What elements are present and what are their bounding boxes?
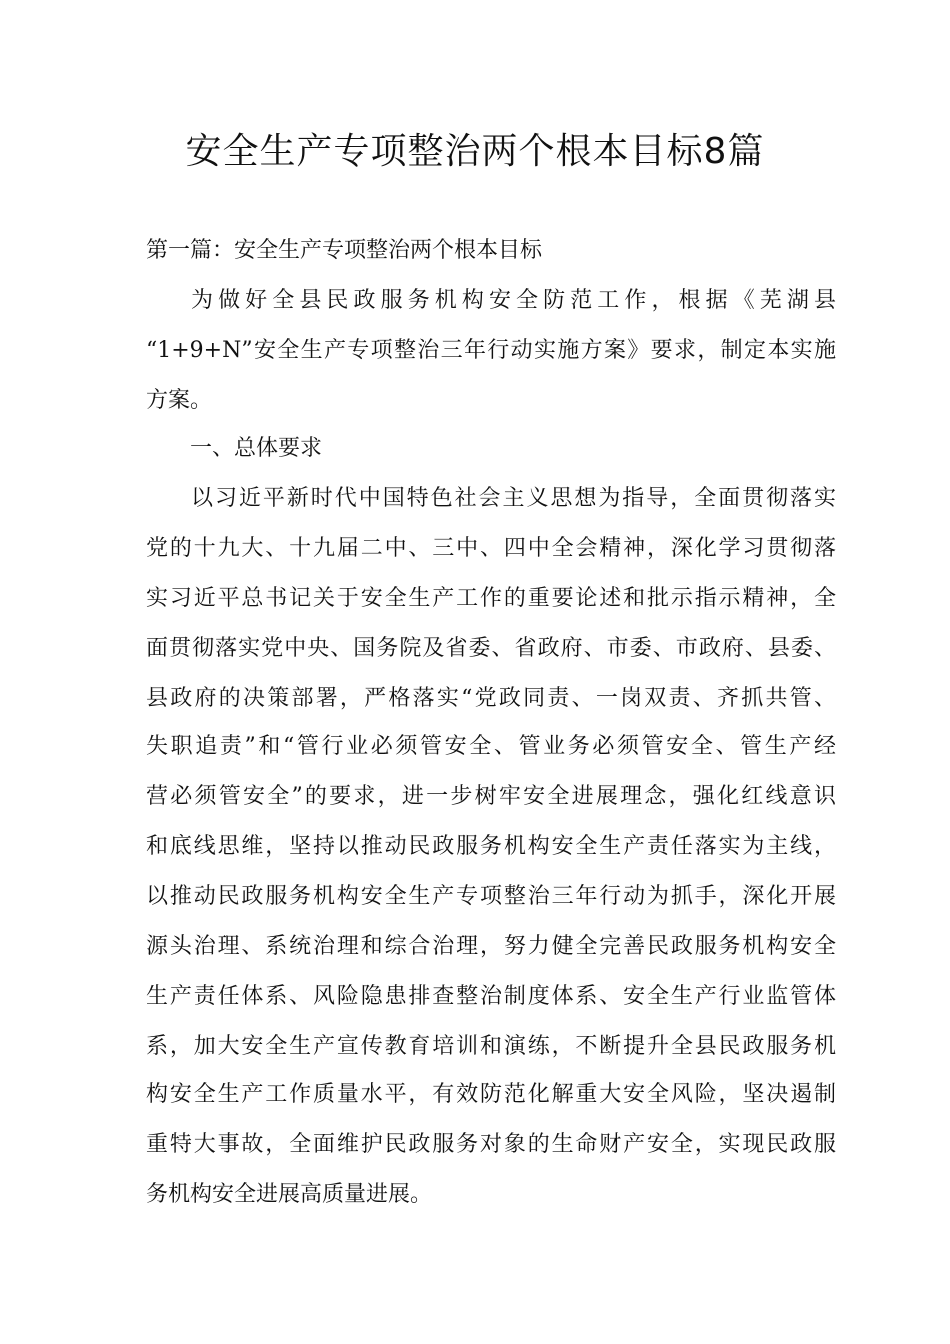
intro-line-1: 为做好全县民政服务机构安全防范工作，根据《芜湖县 — [191, 288, 836, 313]
body-line-4: 面贯彻落实党中央、国务院及省委、省政府、市委、市政府、县委、 — [146, 636, 836, 661]
body-line-14: 重特大事故，全面维护民政服务对象的生命财产安全，实现民政服 — [146, 1132, 836, 1157]
intro-line-3: 方案。 — [146, 388, 213, 413]
document-title: 安全生产专项整治两个根本目标8篇 — [185, 131, 765, 172]
body-line-3: 实习近平总书记关于安全生产工作的重要论述和批示指示精神，全 — [146, 586, 836, 611]
body-line-9: 以推动民政服务机构安全生产专项整治三年行动为抓手，深化开展 — [146, 884, 836, 909]
body-line-12: 系，加大安全生产宣传教育培训和演练，不断提升全县民政服务机 — [146, 1034, 836, 1059]
body-line-6: 失职追责”和“管行业必须管安全、管业务必须管安全、管生产经 — [146, 734, 836, 759]
body-line-7: 营必须管安全”的要求，进一步树牢安全进展理念，强化红线意识 — [146, 784, 836, 809]
intro-line-2: “1+9+N”安全生产专项整治三年行动实施方案》要求，制定本实施 — [146, 338, 836, 363]
body-line-13: 构安全生产工作质量水平，有效防范化解重大安全风险，坚决遏制 — [146, 1082, 836, 1107]
subheading: 一、总体要求 — [190, 436, 323, 461]
body-line-15: 务机构安全进展高质量进展。 — [146, 1182, 433, 1207]
body-line-10: 源头治理、系统治理和综合治理，努力健全完善民政服务机构安全 — [146, 934, 836, 959]
body-line-2: 党的十九大、十九届二中、三中、四中全会精神，深化学习贯彻落 — [146, 536, 836, 561]
body-line-5: 县政府的决策部署，严格落实“党政同责、一岗双责、齐抓共管、 — [146, 686, 836, 711]
body-line-1: 以习近平新时代中国特色社会主义思想为指导，全面贯彻落实 — [191, 486, 836, 511]
body-line-11: 生产责任体系、风险隐患排查整治制度体系、安全生产行业监管体 — [146, 984, 836, 1009]
section-heading: 第一篇：安全生产专项整治两个根本目标 — [146, 238, 543, 263]
body-line-8: 和底线思维，坚持以推动民政服务机构安全生产责任落实为主线， — [146, 834, 836, 859]
